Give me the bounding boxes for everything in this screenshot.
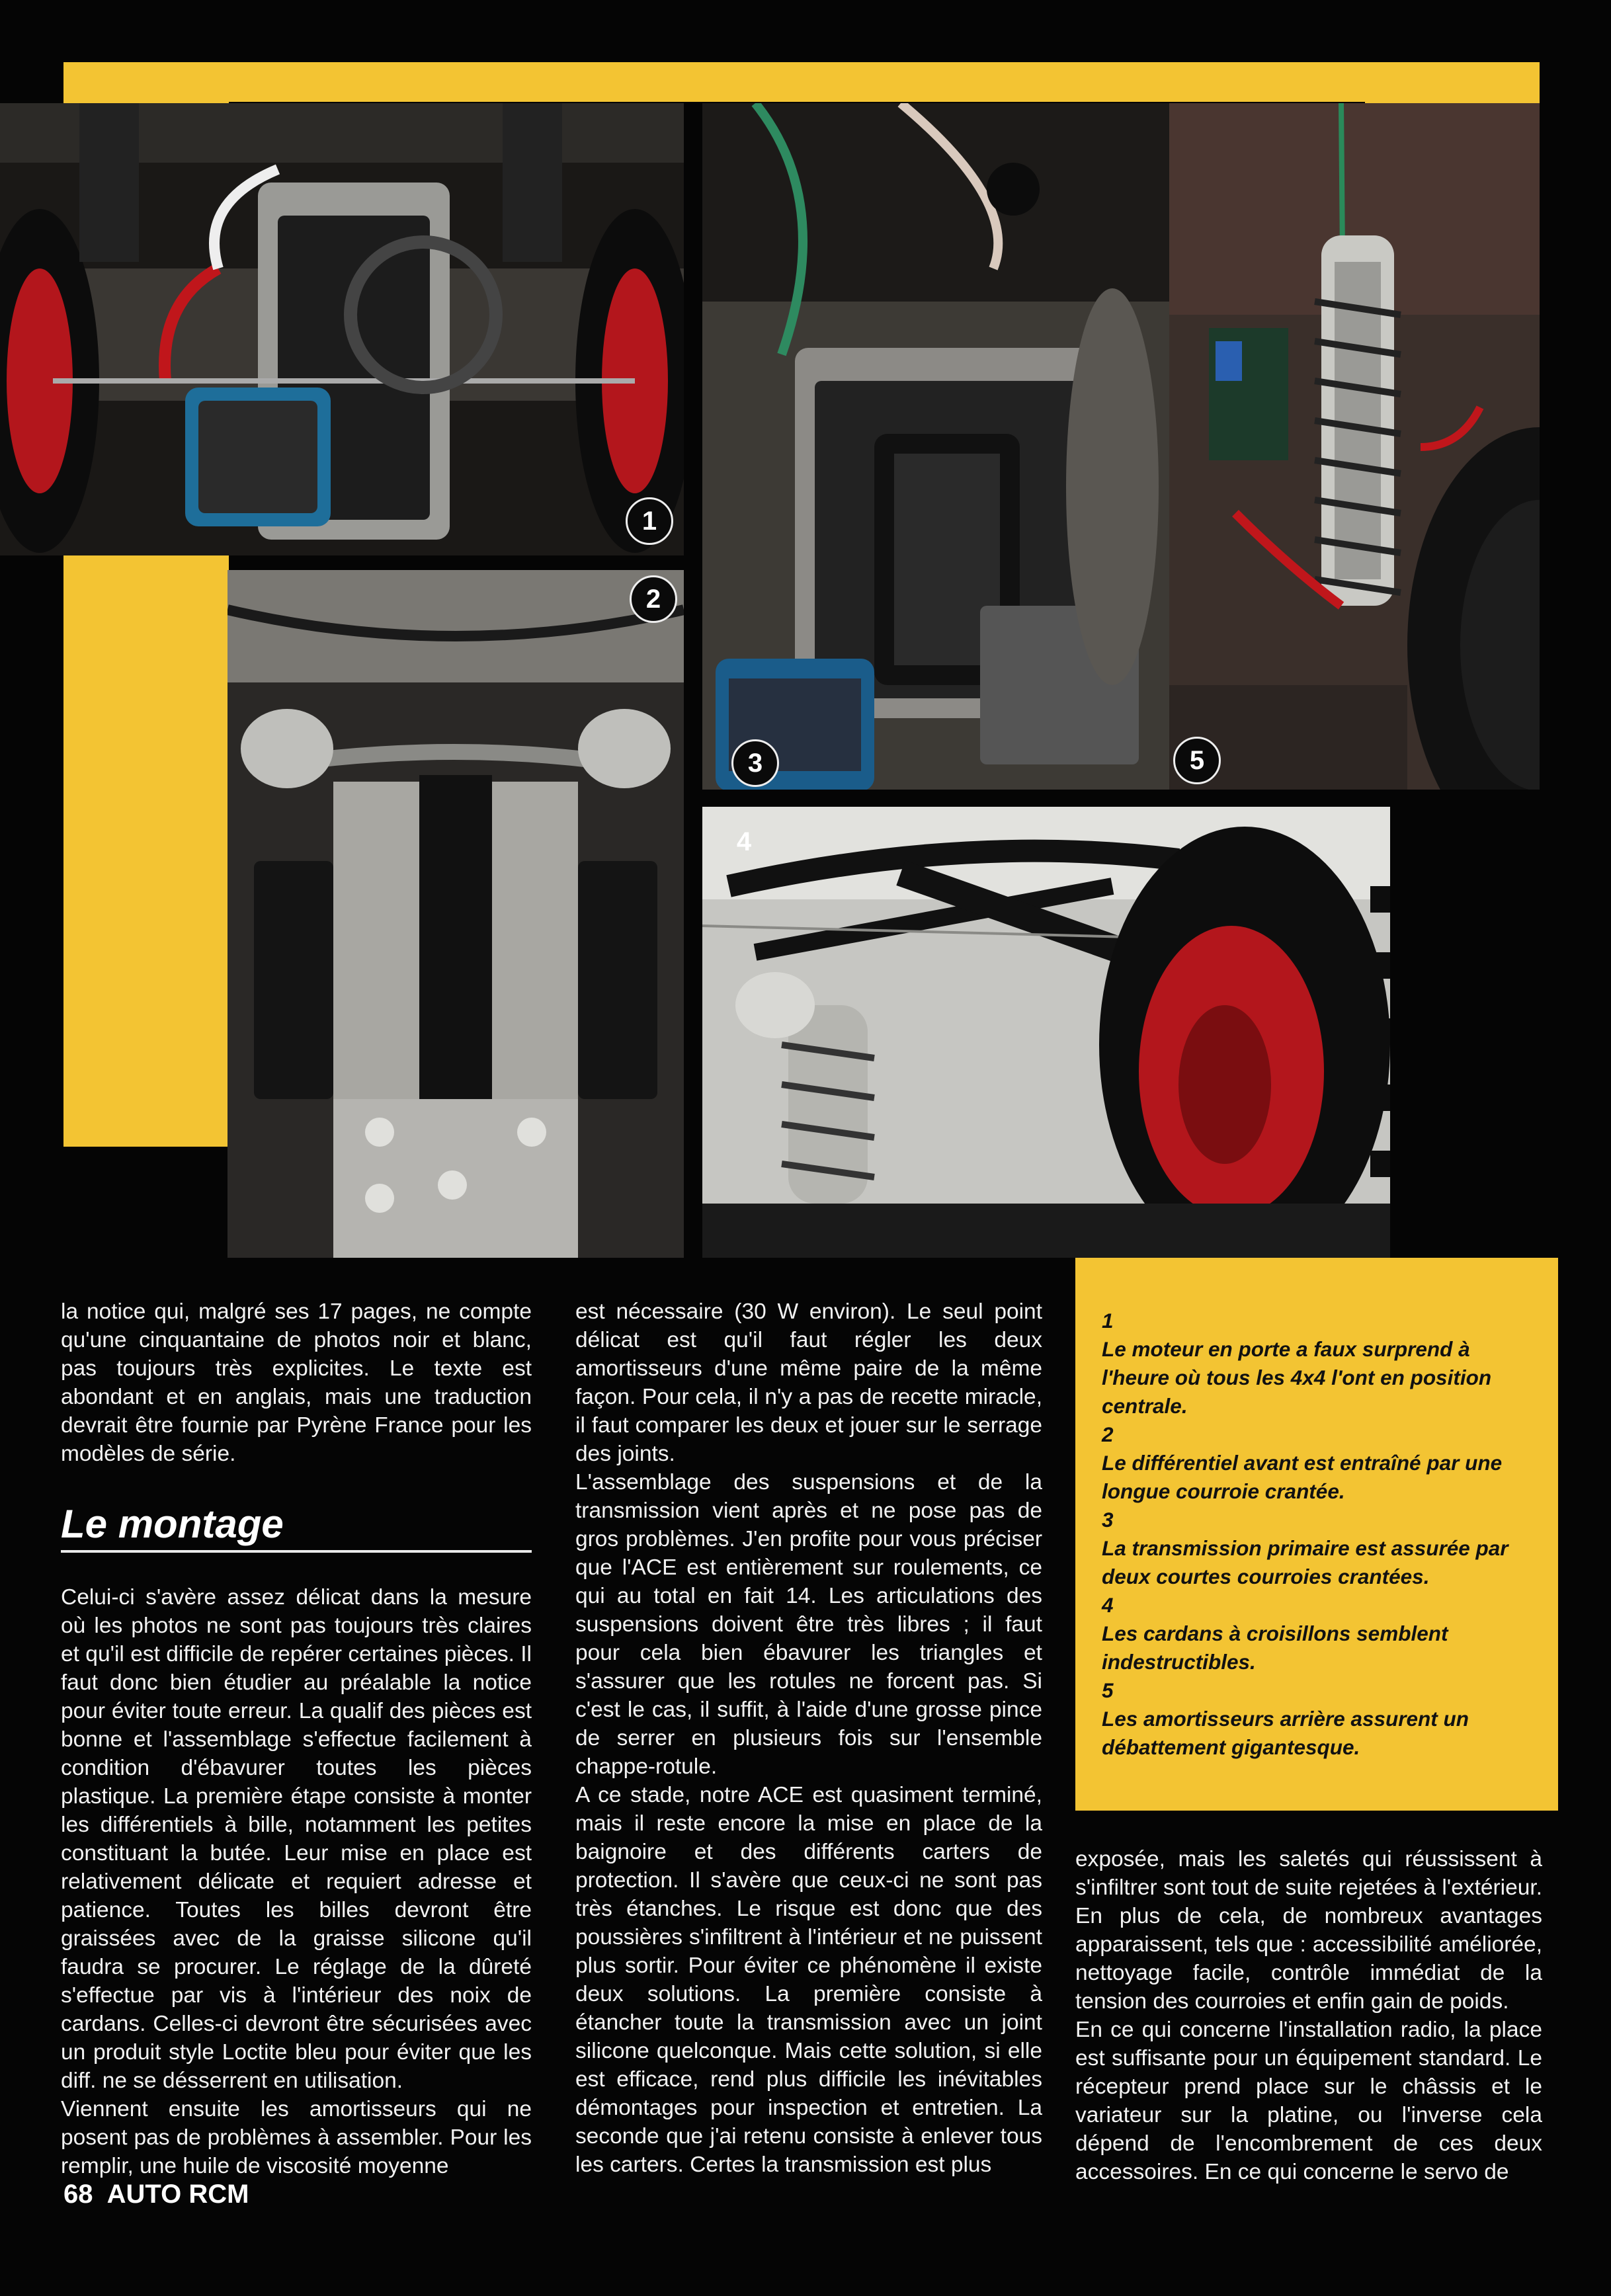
photo-1-image [0, 103, 684, 555]
caption-5-text: Les amortisseurs arrière assurent un débattement gigantesque. [1102, 1707, 1469, 1759]
caption-2-text: Le différentiel avant est entraîné par une longue courroie crantée. [1102, 1451, 1503, 1503]
caption-list [1102, 1307, 1532, 1762]
caption-3-text: La transmission primaire est assurée par deux courtes courroies crantées. [1102, 1536, 1508, 1588]
section-heading-rule [61, 1550, 532, 1553]
column-2-paragraph-3: A ce stade, notre ACE est quasiment terminé, mais il reste encore la mise en place de la baignoire et des différents carters de protection. Il s'avère que ceux-ci ne sont pas très étanches. Le risque est donc que des poussières s'infiltrent à l'intérieur et ne puissent plus sortir. Pour éviter ce phénomène il existe deux solutions. La première consiste à étancher toute la transmission avec un joint silicone quelconque. Mais cette solution, si elle est efficace, rend plus difficile les inévitables démontages pour inspection et entretien. La seconde que j'ai retenu consiste à enlever tous les carters. Certes la transmission est plus [575, 1783, 1042, 2177]
photo-2-image [227, 570, 684, 1258]
photo-4-number-badge: 4 [736, 827, 752, 856]
column-3-paragraph-2: En ce qui concerne l'installation radio, la place est suffisante pour un équipement standard. Le récepteur prend place sur le châssis et le variateur sur la platine, ou l'inverse cela dépend de l'encombrement de ces deux accessoires. En ce qui concerne le servo de [1075, 2018, 1542, 2184]
caption-4-text: Les cardans à croisillons semblent indestructibles. [1102, 1621, 1448, 1674]
photo-3-image [702, 103, 1171, 790]
column-1-paragraph-1: la notice qui, malgré ses 17 pages, ne compte qu'une cinquantaine de photos noir et blanc, pas toujours très explicites. Le texte est abondant et en anglais, mais une traduction devrait être fournie par Pyrène France pour les modèles de série. [61, 1299, 532, 1466]
photo-5-image [1169, 103, 1540, 790]
caption-5-number: 5 [1102, 1678, 1114, 1702]
photo-2-number-badge: 2 [630, 575, 677, 623]
photo-1 [0, 103, 684, 555]
column-1-paragraph-3: Viennent ensuite les amortisseurs qui ne posent pas de problèmes à assembler. Pour les remplir, une huile de viscosité moyenne [61, 2097, 532, 2178]
photo-5 [1169, 103, 1540, 790]
column-1-body [61, 1583, 532, 2180]
column-2-paragraph-2: L'assemblage des suspensions et de la transmission vient après et ne pose pas de gros problèmes. J'en profite pour vous préciser que l'ACE est entièrement sur roulements, ce qui au total en fait 14. Les articulations des suspensions doivent être très libres ; il faut pour cela bien ébavurer les triangles et s'assurer que les rotules ne forcent pas. Si c'est le cas, il suffit, à l'aide d'une grosse pince de serrer en plusieurs fois sur l'ensemble chappe-rotule. [575, 1470, 1042, 1779]
column-1-paragraph-2: Celui-ci s'avère assez délicat dans la mesure où les photos ne sont pas toujours très claires et qu'il est difficile de repérer certaines pièces. Il faut donc bien étudier au préalable la notice pour éviter toute erreur. La qualif des pièces est bonne et l'assemblage s'effectue facilement à condition d'ébavurer toutes les pièces plastique. La première étape consiste à monter les différentiels à bille, notamment les petites constituant la butée. Leur mise en place est relativement délicate et requiert adresse et patience. Toutes les billes devront être graissées avec de la graisse silicone qu'il faudra se procurer. Le réglage de la dûreté s'effectue par vis à l'intérieur des noix de cardans. Celles-ci devront être sécurisées avec un produit style Loctite bleu pour éviter que les diff. ne se désserrent en utilisation. [61, 1585, 532, 2093]
magazine-name: AUTO RCM [106, 2180, 249, 2209]
column-3-paragraph-1: exposée, mais les saletés qui réussissent à s'infiltrer sont tout de suite rejetées à l'extérieur. En plus de cela, de nombreux avantages apparaissent, tels que : accessibilité améliorée, nettoyage facile, contrôle immédiat de la tension des courroies et enfin gain de poids. [1075, 1847, 1542, 2014]
column-3 [1075, 1845, 1542, 2186]
column-2 [575, 1297, 1042, 2179]
column-1 [61, 1297, 532, 1468]
yellow-top-band [63, 62, 1540, 102]
section-heading: Le montage [61, 1502, 284, 1546]
caption-box [1075, 1258, 1558, 1811]
caption-4-number: 4 [1102, 1593, 1114, 1617]
column-2-paragraph-1: est nécessaire (30 W environ). Le seul point délicat est qu'il faut régler les deux amortisseurs d'une même paire de la même façon. Pour cela, il n'y a pas de recette miracle, il faut comparer les deux et jouer sur le serrage des joints. [575, 1299, 1042, 1466]
caption-2-number: 2 [1102, 1422, 1114, 1446]
page-footer [63, 2180, 249, 2209]
photo-4-image [702, 807, 1390, 1258]
page-number: 68 [63, 2180, 93, 2209]
caption-1-text: Le moteur en porte a faux surprend à l'heure où tous les 4x4 l'ont en position centrale. [1102, 1337, 1492, 1418]
photo-1-number-badge: 1 [626, 497, 673, 545]
photo-3-number-badge: 3 [731, 739, 779, 787]
photo-2 [227, 570, 684, 1258]
caption-1-number: 1 [1102, 1309, 1114, 1332]
photo-4 [702, 807, 1390, 1258]
caption-3-number: 3 [1102, 1508, 1114, 1532]
photo-3 [702, 103, 1171, 790]
photo-5-number-badge: 5 [1173, 737, 1221, 784]
